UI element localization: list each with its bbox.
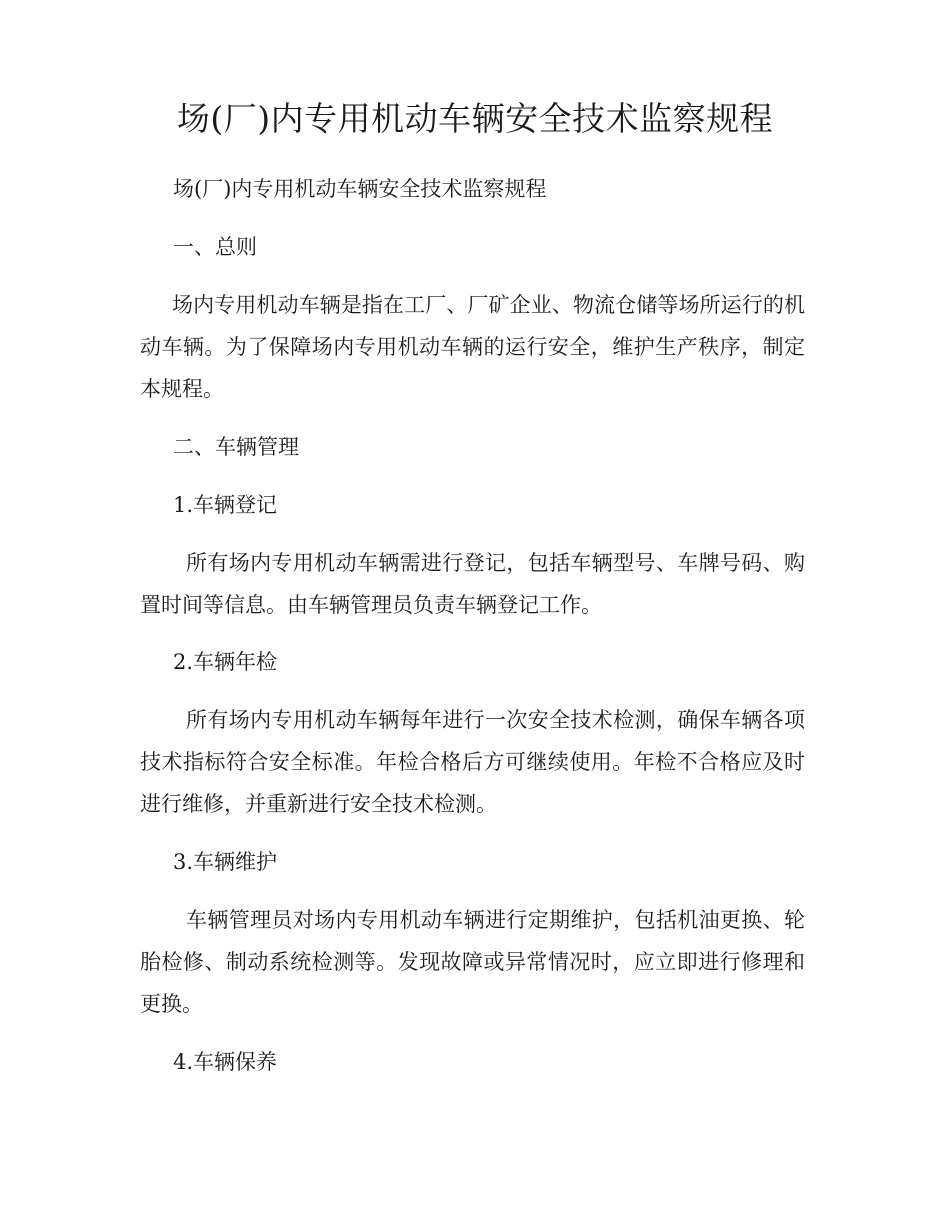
paragraph-general: 场内专用机动车辆是指在工厂、厂矿企业、物流仓储等场所运行的机动车辆。为了保障场内专用机动车辆的运行安全，维护生产秩序，制定本规程。 [140,293,805,401]
section-heading-vehicle-management: 二、车辆管理 [173,435,299,459]
item-heading-maintenance: 3.车辆维护 [173,850,278,874]
section-heading-general: 一、总则 [173,235,257,259]
item-heading-upkeep: 4.车辆保养 [173,1050,278,1074]
item-heading-annual-inspection: 2.车辆年检 [173,650,278,674]
document-subtitle: 场(厂)内专用机动车辆安全技术监察规程 [173,177,547,201]
paragraph-maintenance: 车辆管理员对场内专用机动车辆进行定期维护，包括机油更换、轮胎检修、制动系统检测等。发现故障或异常情况时，应立即进行修理和更换。 [140,908,805,1016]
document-title: 场(厂)内专用机动车辆安全技术监察规程 [176,99,774,138]
paragraph-annual-inspection: 所有场内专用机动车辆每年进行一次安全技术检测，确保车辆各项技术指标符合安全标准。年检合格后方可继续使用。年检不合格应及时进行维修，并重新进行安全技术检测。 [140,708,805,816]
paragraph-registration: 所有场内专用机动车辆需进行登记，包括车辆型号、车牌号码、购置时间等信息。由车辆管理员负责车辆登记工作。 [140,551,805,617]
item-heading-registration: 1.车辆登记 [173,493,278,517]
